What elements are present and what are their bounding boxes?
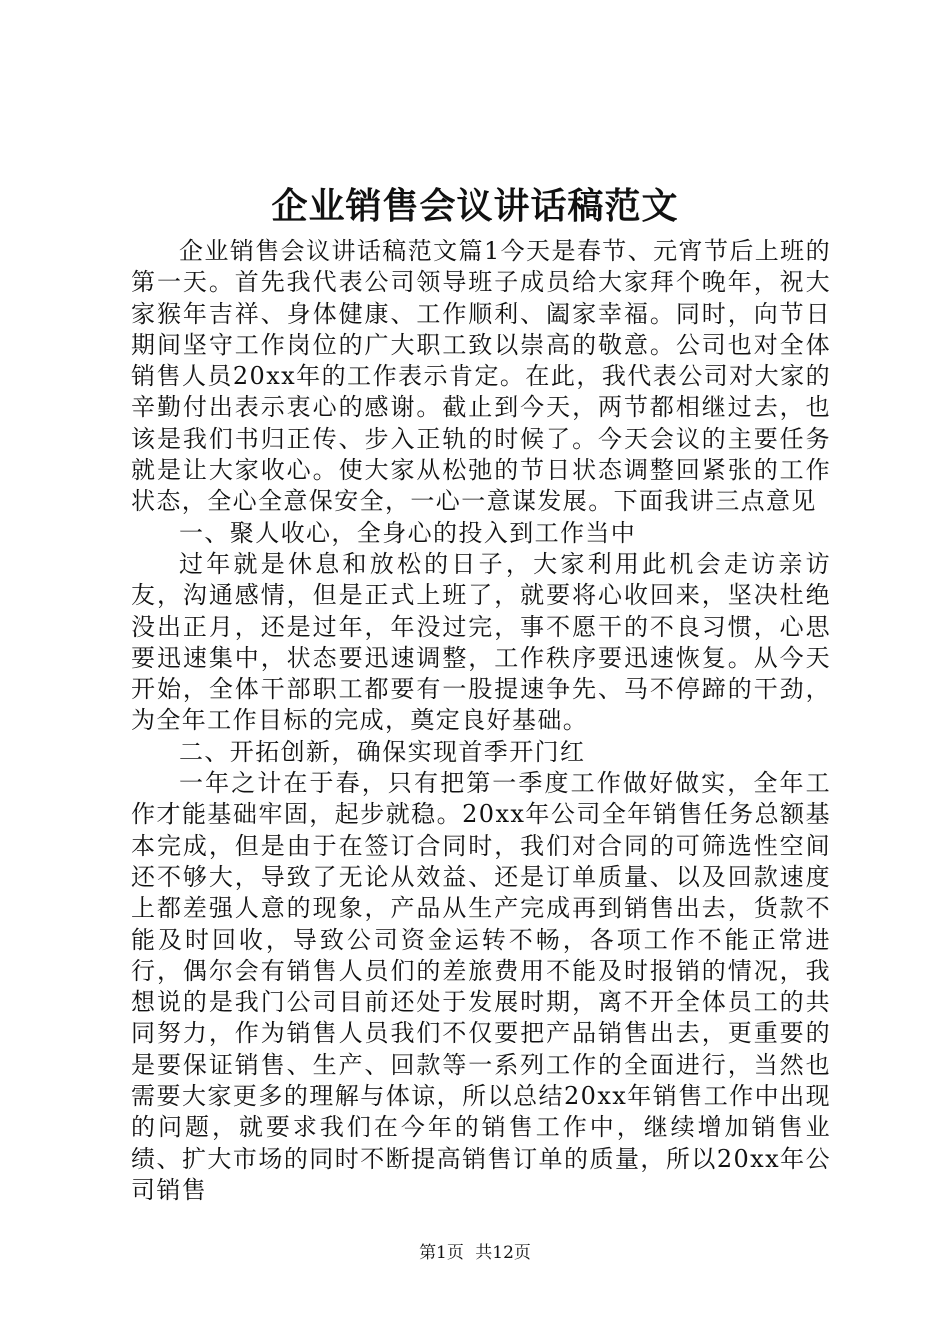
page-number-current: 第1页 — [419, 1243, 464, 1263]
page-number-total: 共12页 — [475, 1243, 531, 1263]
paragraph-section-2: 一年之计在于春，只有把第一季度工作做好做实，全年工作才能基础牢固，起步就稳。20xx年公司全年销售任务总额基本完成，但是由于在签订合同时，我们对合同的可筛选性空间还不够大，导致了无论从效益、还是订单质量、以及回款速度上都差强人意的现象，产品从生产完成再到销售出去，货款不能及时回收，导致公司资金运转不畅，各项工作不能正常进行，偶尔会有销售人员们的差旅费用不能及时报销的情况，我想说的是我门公司目前还处于发展时期，离不开全体员工的共同努力，作为销售人员我们不仅要把产品销售出去，更重要的是要保证销售、生产、回款等一系列工作的全面进行，当然也需要大家更多的理解与体谅，所以总结20xx年销售工作中出现的问题，就要求我们在今年的销售工作中，继续增加销售业绩、扩大市场的同时不断提高销售订单的质量，所以20xx年公司销售 — [131, 769, 831, 1204]
paragraph-section-1: 过年就是休息和放松的日子，大家利用此机会走访亲访友，沟通感情，但是正式上班了，就要将心收回来，坚决杜绝没出正月，还是过年，年没过完，事不愿干的不良习惯，心思要迅速集中，状态要迅速调整，工作秩序要迅速恢复。从今天开始，全体干部职工都要有一股提速争先、马不停蹄的干劲，为全年工作目标的完成，奠定良好基础。 — [131, 549, 831, 735]
document-title: 企业销售会议讲话稿范文 — [271, 185, 679, 227]
section-heading-1: 一、聚人收心，全身心的投入到工作当中 — [179, 518, 637, 547]
page-footer — [0, 1241, 950, 1265]
section-heading-2: 二、开拓创新，确保实现首季开门红 — [179, 737, 586, 766]
paragraph-intro: 企业销售会议讲话稿范文篇1今天是春节、元宵节后上班的第一天。首先我代表公司领导班子成员给大家拜个晚年，祝大家猴年吉祥、身体健康、工作顺利、阖家幸福。同时，向节日期间坚守工作岗位的广大职工致以崇高的敬意。公司也对全体销售人员20xx年的工作表示肯定。在此，我代表公司对大家的辛勤付出表示衷心的感谢。截止到今天，两节都相继过去，也该是我们书归正传、步入正轨的时候了。今天会议的主要任务就是让大家收心。使大家从松弛的节日状态调整回紧张的工作状态，全心全意保安全，一心一意谋发展。下面我讲三点意见 — [131, 237, 831, 516]
document-body — [131, 236, 831, 1206]
